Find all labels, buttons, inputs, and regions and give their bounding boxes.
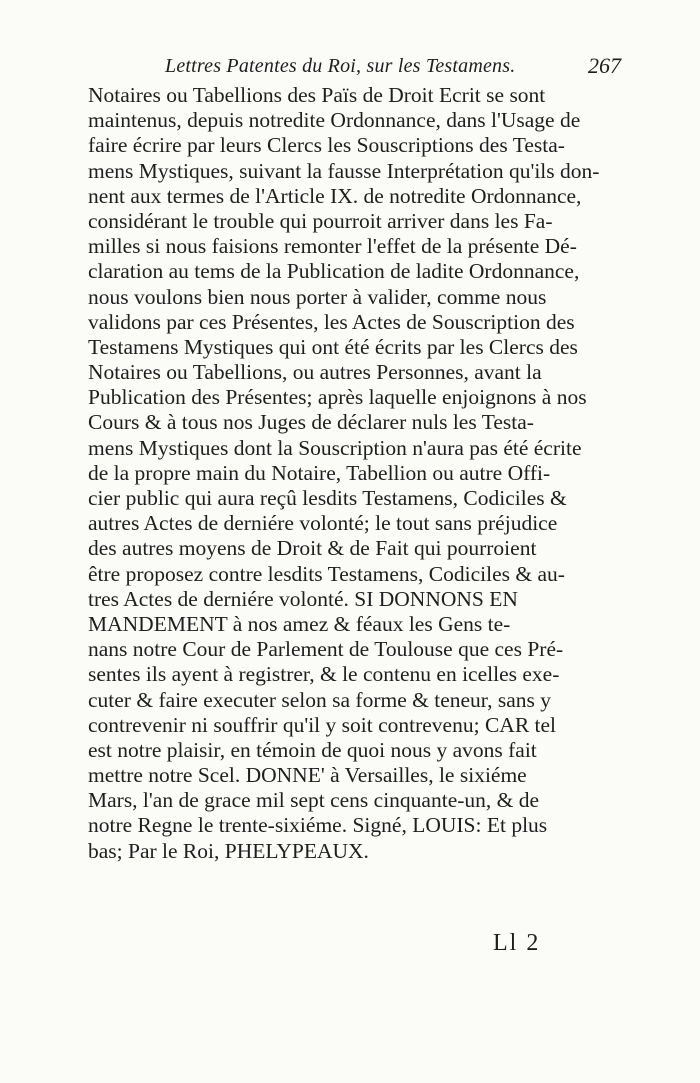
text-line: nent aux termes de l'Article IX. de notredite Ordonnance, [88, 183, 582, 208]
text-line: validons par ces Présentes, les Actes de Souscription des [88, 309, 575, 334]
text-line: contrevenir ni souffrir qu'il y soit contrevenu; CAR tel [88, 712, 557, 737]
text-line: bas; Par le Roi, PHELYPEAUX. [88, 838, 369, 863]
text-line: Publication des Présentes; après laquelle enjoignons à nos [88, 385, 587, 410]
text-line: cuter & faire executer selon sa forme & teneur, sans y [88, 687, 551, 712]
text-line: claration au tems de la Publication de ladite Ordonnance, [88, 259, 580, 284]
text-line: mens Mystiques, suivant la fausse Interprétation qu'ils don- [88, 158, 600, 183]
text-line: des autres moyens de Droit & de Fait qui pourroient [88, 536, 537, 561]
text-line: mettre notre Scel. DONNE' à Versailles, le sixiéme [88, 763, 527, 788]
text-line: faire écrire par leurs Clercs les Souscriptions des Testa- [88, 133, 565, 158]
running-title: Lettres Patentes du Roi, sur les Testamens. [165, 55, 516, 77]
page-number: 267 [588, 53, 621, 78]
text-line: Notaires ou Tabellions, ou autres Personnes, avant la [88, 360, 542, 385]
text-line: MANDEMENT à nos amez & féaux les Gens te- [88, 611, 511, 636]
signature-mark: Ll 2 [493, 930, 541, 956]
text-line: notre Regne le trente-sixiéme. Signé, LOUIS: Et plus [88, 813, 548, 838]
text-line: Testamens Mystiques qui ont été écrits par les Clercs des [88, 334, 578, 359]
text-line: nans notre Cour de Parlement de Toulouse que ces Pré- [88, 637, 564, 662]
body-text [88, 83, 628, 864]
text-line: être proposez contre lesdits Testamens, Codiciles & au- [88, 561, 565, 586]
text-line: sentes ils ayent à registrer, & le contenu en icelles exe- [88, 662, 560, 687]
text-line: Mars, l'an de grace mil sept cens cinquante-un, & de [88, 788, 540, 813]
text-line: est notre plaisir, en témoin de quoi nous y avons fait [88, 737, 537, 762]
text-line: milles si nous faisions remonter l'effet de la présente Dé- [88, 234, 577, 259]
text-line: nous voulons bien nous porter à valider, comme nous [88, 284, 547, 309]
text-line: Notaires ou Tabellions des Païs de Droit Ecrit se sont [88, 83, 546, 107]
text-line: autres Actes de derniére volonté; le tout sans préjudice [88, 511, 558, 536]
text-line: Cours & à tous nos Juges de déclarer nuls les Testa- [88, 410, 534, 435]
text-line: considérant le trouble qui pourroit arriver dans les Fa- [88, 208, 553, 233]
text-line: maintenus, depuis notredite Ordonnance, dans l'Usage de [88, 108, 581, 133]
text-line: cier public qui aura reçû lesdits Testamens, Codiciles & [88, 486, 567, 510]
text-line: tres Actes de derniére volonté. SI DONNONS EN [88, 586, 518, 611]
text-line: de la propre main du Notaire, Tabellion ou autre Offi- [88, 460, 551, 485]
text-line: mens Mystiques dont la Souscription n'aura pas été écrite [88, 435, 582, 460]
